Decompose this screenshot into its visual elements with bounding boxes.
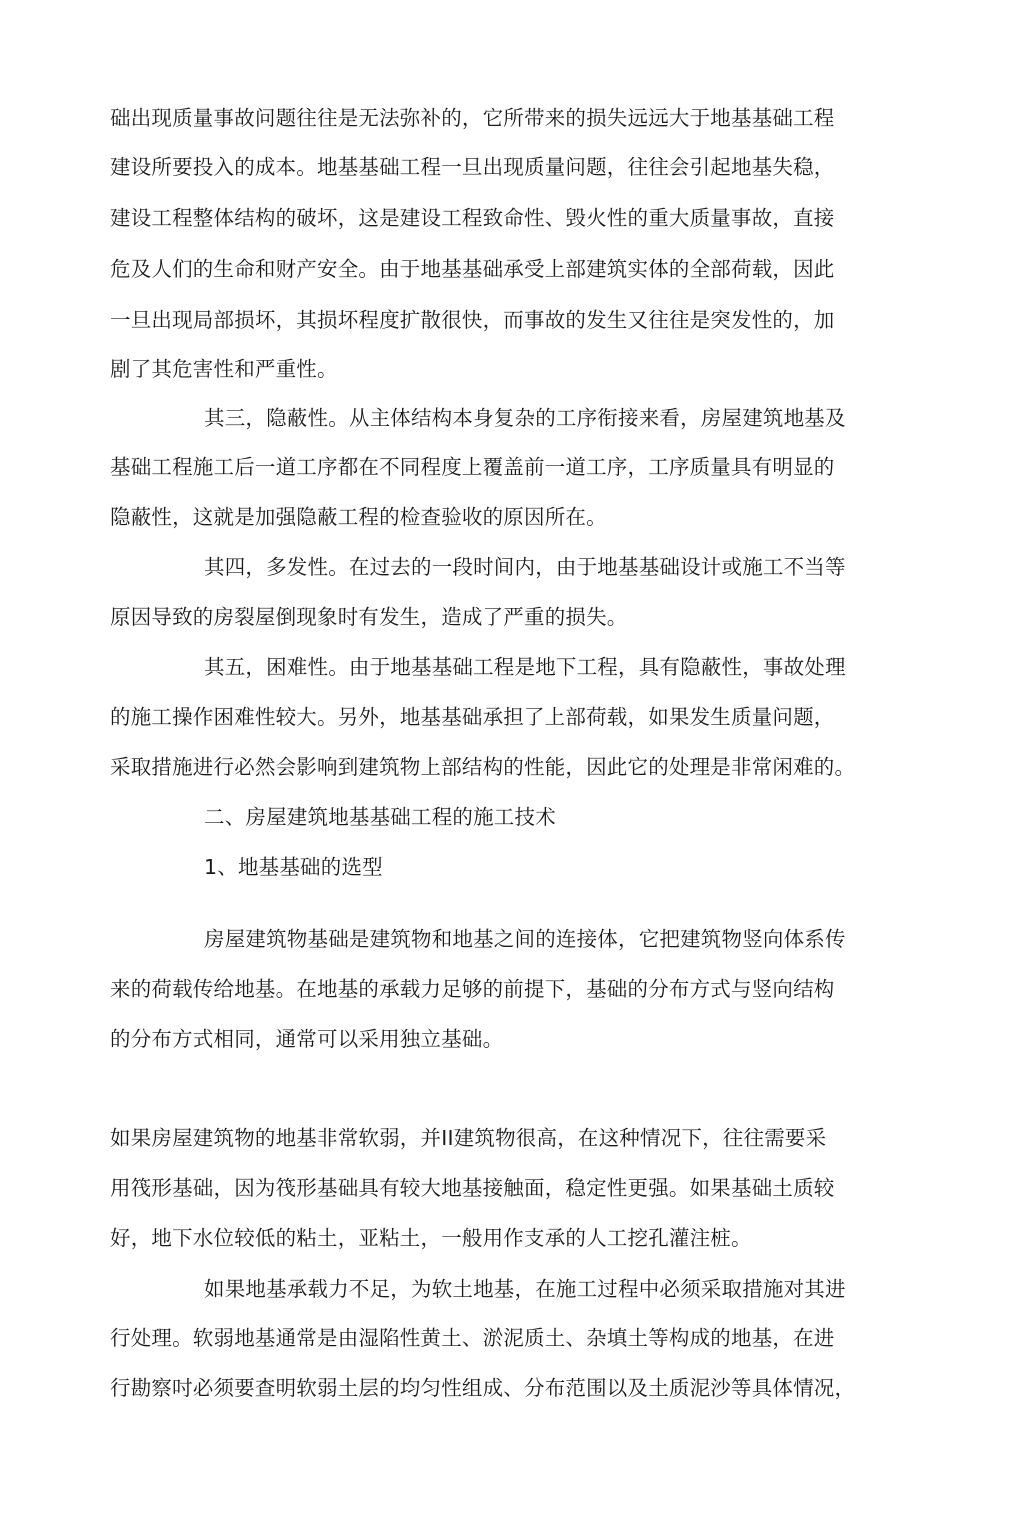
text-line: 基础工程施工后一道工序都在不同程度上覆盖前一道工序，工序质量具有明显的 [110,455,835,479]
text-line: 用筏形基础，因为筏形基础具有较大地基接触面，稳定性更强。如果基础土质较 [110,1176,835,1200]
text-line: 来的荷载传给地基。在地基的承载力足够的前提下，基础的分布方式与竖向结构 [110,977,835,1001]
text-line: 原因导致的房裂屋倒现象时有发生，造成了严重的损失。 [110,605,628,629]
text-line: 础出现质量事故问题往往是无法弥补的，它所带来的损失远远大于地基基础工程 [110,106,835,130]
text-line: 的分布方式相同，通常可以采用独立基础。 [110,1027,504,1051]
text-line: 隐蔽性，这就是加强隐蔽工程的检查验收的原因所在。 [110,505,607,529]
text-line: 危及人们的生命和财产安全。由于地基基础承受上部建筑实体的全部荷载，因此 [110,257,835,281]
paragraph-start-line: 其四，多发性。在过去的一段时间内，由于地基基础设计或施工不当等 [204,555,846,579]
paragraph-start-line: 房屋建筑物基础是建筑物和地基之间的连接体，它把建筑物竖向体系传 [204,927,846,951]
text-line: 行处理。软弱地基通常是由湿陷性黄土、淤泥质土、杂填土等构成的地基，在进 [110,1326,835,1350]
text-line: 建设所要投入的成本。地基基础工程一旦出现质量问题，往往会引起地基失稳， [110,155,835,179]
text-line: 建设工程整体结构的破坏，这是建设工程致命性、毁火性的重大质量事故，直接 [110,206,835,230]
text-line: 一旦出现局部损坏，其损坏程度扩散很快，而事故的发生又往往是突发性的，加 [110,308,835,332]
subsection-heading: 1、地基基础的选型 [204,855,383,879]
paragraph-start-line: 其三，隐蔽性。从主体结构本身复杂的工序衔接来看，房屋建筑地基及 [204,406,846,430]
text-line: 好，地下水位较低的粘土，亚粘土，一般用作支承的人工挖孔灌注桩。 [110,1226,752,1250]
text-line: 行勘察吋必须要查明软弱土层的均匀性组成、分布范围以及土质泥沙等具体情况， [110,1376,856,1400]
text-line: 剧了其危害性和严重性。 [110,357,338,381]
section-heading: 二、房屋建筑地基基础工程的施工技术 [204,805,556,829]
paragraph-start-line: 如果地基承载力不足，为软土地基，在施工过程中必须采取措施对其进 [204,1277,846,1301]
paragraph-start-line: 其五，困难性。由于地基基础工程是地下工程，具有隐蔽性，事故处理 [204,655,846,679]
text-line: 的施工操作困难性较大。另外，地基基础承担了上部荷载，如果发生质量问题， [110,705,835,729]
text-line: 采取措施进行必然会影响到建筑物上部结构的性能，因此它的处理是非常闲难的。 [110,755,856,779]
paragraph-start-line: 如果房屋建筑物的地基非常软弱，并II建筑物很高，在这种情况下，往往需要采 [110,1126,827,1150]
